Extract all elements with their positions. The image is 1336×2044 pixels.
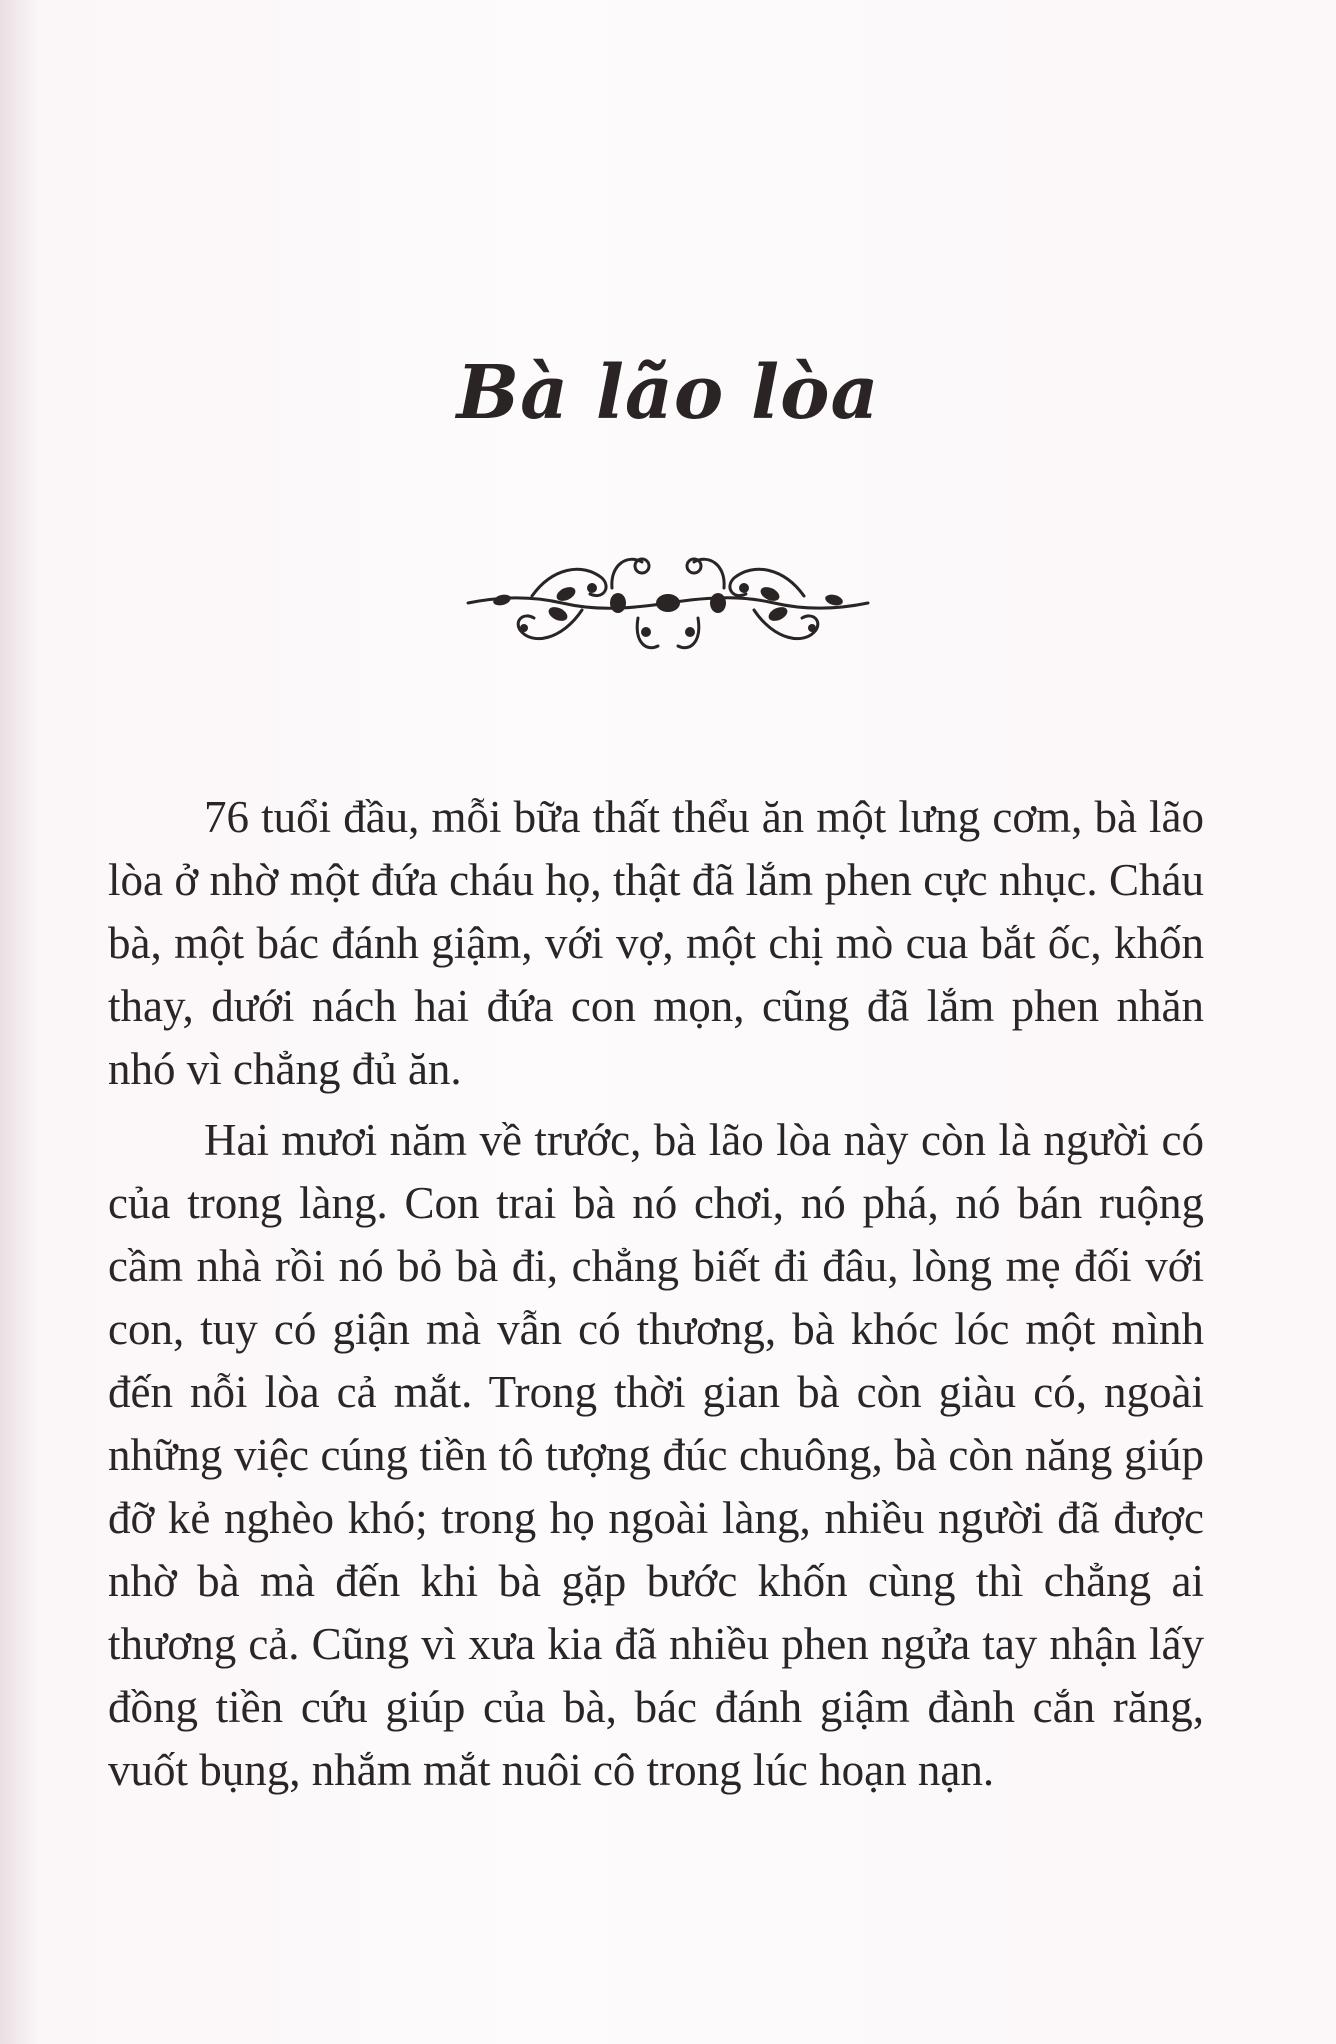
page-gutter-shadow: [0, 0, 40, 2044]
story-body: [108, 786, 1204, 1810]
paragraph: Hai mươi năm về trước, bà lão lòa này còn là người có của trong làng. Con trai bà nó chơi, nó phá, nó bán ruộng cầm nhà rồi nó bỏ bà đi, chẳng biết đi đâu, lòng mẹ đối với con, tuy có giận mà vẫn có thương, bà khóc lóc một mình đến nỗi lòa cả mắt. Trong thời gian bà còn giàu có, ngoài những việc cúng tiền tô tượng đúc chuông, bà còn năng giúp đỡ kẻ nghèo khó; trong họ ngoài làng, nhiều người đã được nhờ bà mà đến khi bà gặp bước khốn cùng thì chẳng ai thương cả. Cũng vì xưa kia đã nhiều phen ngửa tay nhận lấy đồng tiền cứu giúp của bà, bác đánh giậm đành cắn răng, vuốt bụng, nhắm mắt nuôi cô trong lúc hoạn nạn.: [108, 1115, 1204, 1795]
paragraph: 76 tuổi đầu, mỗi bữa thất thểu ăn một lưng cơm, bà lão lòa ở nhờ một đứa cháu họ, thật đã lắm phen cực nhục. Cháu bà, một bác đánh giậm, với vợ, một chị mò cua bắt ốc, khốn thay, dưới nách hai đứa con mọn, cũng đã lắm phen nhăn nhó vì chẳng đủ ăn.: [108, 792, 1204, 1094]
floral-flourish-divider-icon: [462, 548, 874, 658]
story-title: Bà lão lòa: [456, 350, 880, 436]
